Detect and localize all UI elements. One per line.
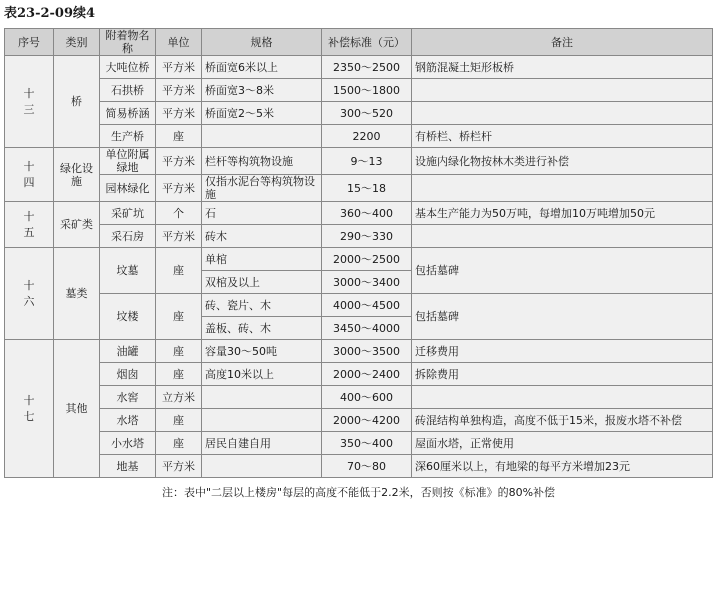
item-note: 深60厘米以上，有地梁的每平方米增加23元 xyxy=(412,455,713,478)
item-spec xyxy=(202,409,322,432)
item-name: 简易桥涵 xyxy=(100,102,156,125)
item-price: 2200 xyxy=(322,125,412,148)
item-price: 2000～2500 xyxy=(322,248,412,271)
item-name: 坟墓 xyxy=(100,248,156,294)
table-header xyxy=(5,29,713,56)
item-name: 大吨位桥 xyxy=(100,56,156,79)
header-row xyxy=(5,29,713,56)
item-note xyxy=(412,102,713,125)
item-unit: 平方米 xyxy=(156,79,202,102)
item-price: 400～600 xyxy=(322,386,412,409)
compensation-table xyxy=(4,28,713,506)
item-name: 生产桥 xyxy=(100,125,156,148)
header-unit: 单位 xyxy=(156,29,202,56)
item-unit: 座 xyxy=(156,294,202,340)
item-name: 烟囱 xyxy=(100,363,156,386)
item-name: 水塔 xyxy=(100,409,156,432)
item-note: 屋面水塔，正常使用 xyxy=(412,432,713,455)
item-unit: 平方米 xyxy=(156,225,202,248)
group-category: 采矿类 xyxy=(54,202,100,248)
table-row xyxy=(5,175,713,202)
item-note: 拆除费用 xyxy=(412,363,713,386)
table-row xyxy=(5,386,713,409)
item-price: 350～400 xyxy=(322,432,412,455)
item-price: 3000～3400 xyxy=(322,271,412,294)
group-number: 十 四 xyxy=(5,148,54,202)
table-caption: 表23-2-09续4 xyxy=(4,6,96,21)
item-price: 70～80 xyxy=(322,455,412,478)
header-name: 附着物名称 xyxy=(100,29,156,56)
table-row xyxy=(5,148,713,175)
item-price: 360～400 xyxy=(322,202,412,225)
item-unit: 平方米 xyxy=(156,56,202,79)
item-unit: 座 xyxy=(156,248,202,294)
group-category: 桥 xyxy=(54,56,100,148)
item-name: 园林绿化 xyxy=(100,175,156,202)
table-row xyxy=(5,409,713,432)
item-note xyxy=(412,386,713,409)
item-unit: 平方米 xyxy=(156,102,202,125)
item-spec xyxy=(202,386,322,409)
item-note xyxy=(412,79,713,102)
table-row xyxy=(5,340,713,363)
table-footer xyxy=(5,478,713,507)
item-spec: 仅指水泥台等构筑物设施 xyxy=(202,175,322,202)
table-row xyxy=(5,79,713,102)
item-spec: 双棺及以上 xyxy=(202,271,322,294)
header-price: 补偿标准（元） xyxy=(322,29,412,56)
item-note xyxy=(412,175,713,202)
item-name: 小水塔 xyxy=(100,432,156,455)
item-unit: 立方米 xyxy=(156,386,202,409)
group-category: 其他 xyxy=(54,340,100,478)
item-spec: 容量30～50吨 xyxy=(202,340,322,363)
item-note: 钢筋混凝土矩形板桥 xyxy=(412,56,713,79)
item-note: 有桥栏、桥栏杆 xyxy=(412,125,713,148)
item-name: 油罐 xyxy=(100,340,156,363)
item-unit: 座 xyxy=(156,432,202,455)
item-spec: 单棺 xyxy=(202,248,322,271)
item-price: 3450～4000 xyxy=(322,317,412,340)
item-note: 包括墓碑 xyxy=(412,294,713,340)
item-price: 1500～1800 xyxy=(322,79,412,102)
group-number: 十 六 xyxy=(5,248,54,340)
item-unit: 平方米 xyxy=(156,175,202,202)
item-unit: 座 xyxy=(156,363,202,386)
header-note: 备注 xyxy=(412,29,713,56)
item-name: 采矿坑 xyxy=(100,202,156,225)
item-price: 2000～4200 xyxy=(322,409,412,432)
item-price: 4000～4500 xyxy=(322,294,412,317)
item-spec: 桥面宽3～8米 xyxy=(202,79,322,102)
item-spec: 石 xyxy=(202,202,322,225)
item-price: 9～13 xyxy=(322,148,412,175)
header-spec: 规格 xyxy=(202,29,322,56)
item-spec: 砖、瓷片、木 xyxy=(202,294,322,317)
item-price: 2000～2400 xyxy=(322,363,412,386)
item-spec: 栏杆等构筑物设施 xyxy=(202,148,322,175)
table-row xyxy=(5,363,713,386)
footnote: 注：表中"二层以上楼房"每层的高度不能低于2.2米，否则按《标准》的80%补偿 xyxy=(5,478,713,507)
item-spec: 砖木 xyxy=(202,225,322,248)
item-name: 单位附属绿地 xyxy=(100,148,156,175)
item-price: 300～520 xyxy=(322,102,412,125)
item-note: 包括墓碑 xyxy=(412,248,713,294)
item-note: 砖混结构单独构造，高度不低于15米，报废水塔不补偿 xyxy=(412,409,713,432)
item-note: 基本生产能力为50万吨，每增加10万吨增加50元 xyxy=(412,202,713,225)
header-no: 序号 xyxy=(5,29,54,56)
item-name: 地基 xyxy=(100,455,156,478)
item-unit: 座 xyxy=(156,409,202,432)
item-spec: 盖板、砖、木 xyxy=(202,317,322,340)
item-spec: 桥面宽6米以上 xyxy=(202,56,322,79)
table-row xyxy=(5,432,713,455)
item-note: 迁移费用 xyxy=(412,340,713,363)
item-price: 3000～3500 xyxy=(322,340,412,363)
item-price: 2350～2500 xyxy=(322,56,412,79)
group-category: 绿化设施 xyxy=(54,148,100,202)
item-note xyxy=(412,225,713,248)
table-row xyxy=(5,202,713,225)
item-spec xyxy=(202,125,322,148)
item-name: 石拱桥 xyxy=(100,79,156,102)
item-price: 15～18 xyxy=(322,175,412,202)
table-row xyxy=(5,125,713,148)
table-row xyxy=(5,56,713,79)
item-unit: 平方米 xyxy=(156,148,202,175)
item-name: 坟楼 xyxy=(100,294,156,340)
item-spec xyxy=(202,455,322,478)
item-price: 290～330 xyxy=(322,225,412,248)
table-row xyxy=(5,248,713,271)
item-unit: 座 xyxy=(156,125,202,148)
table-body xyxy=(5,56,713,478)
table-row xyxy=(5,455,713,478)
footnote-row xyxy=(5,478,713,507)
header-category: 类别 xyxy=(54,29,100,56)
item-spec: 高度10米以上 xyxy=(202,363,322,386)
item-unit: 个 xyxy=(156,202,202,225)
item-note: 设施内绿化物按林木类进行补偿 xyxy=(412,148,713,175)
table-row xyxy=(5,294,713,317)
group-number: 十 七 xyxy=(5,340,54,478)
item-spec: 桥面宽2～5米 xyxy=(202,102,322,125)
item-unit: 座 xyxy=(156,340,202,363)
group-number: 十 五 xyxy=(5,202,54,248)
table-row xyxy=(5,225,713,248)
group-category: 墓类 xyxy=(54,248,100,340)
item-spec: 居民自建自用 xyxy=(202,432,322,455)
group-number: 十 三 xyxy=(5,56,54,148)
table-row xyxy=(5,102,713,125)
item-name: 水窖 xyxy=(100,386,156,409)
item-name: 采石房 xyxy=(100,225,156,248)
item-unit: 平方米 xyxy=(156,455,202,478)
